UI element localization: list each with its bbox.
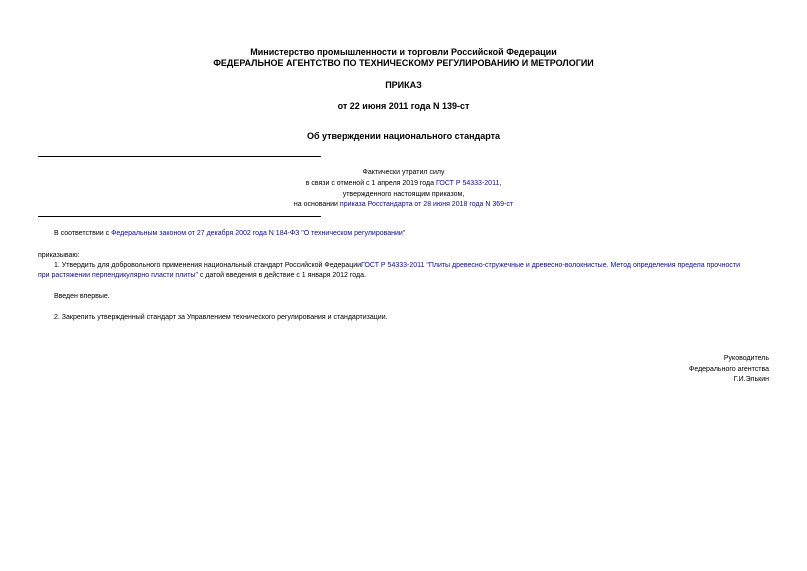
status-note-line2-suffix: ,	[499, 180, 502, 187]
legal-basis-prefix: В соответствии с	[54, 230, 112, 237]
gost-link[interactable]: ГОСТ Р 54333-2011	[435, 180, 500, 187]
agency-title: ФЕДЕРАЛЬНОЕ АГЕНТСТВО ПО ТЕХНИЧЕСКОМУ РЕГУЛИРОВАНИЮ И МЕТРОЛОГИИ	[213, 58, 594, 68]
gost-standard-link[interactable]: ГОСТ Р 54333-2011 "Плиты древесно-стружечные и древесно-волокнистые. Метод определения предела прочности	[361, 262, 741, 269]
order-word: приказываю:	[38, 252, 80, 259]
status-note-line3: утвержденного настоящим приказом,	[342, 191, 465, 198]
item1-suffix: с датой введения в действие с 1 января 2012 года.	[197, 272, 366, 279]
federal-law-link[interactable]: Федеральным законом от 27 декабря 2002 года N 184-ФЗ "О техническом регулировании"	[111, 230, 406, 237]
item1-prefix: 1. Утвердить для добровольного применения национальный стандарт Российской Федерации	[54, 262, 362, 269]
status-note-line4-prefix: на основании	[293, 201, 340, 208]
rosstandart-order-link[interactable]: приказа Росстандарта от 28 июня 2018 года N 369-ст	[339, 201, 514, 208]
status-note-line4	[0, 199, 807, 210]
status-note-line2	[0, 178, 807, 189]
ministry-title: Министерство промышленности и торговли Российской Федерации	[250, 47, 557, 57]
status-note-line1: Фактически утратил силу	[362, 169, 445, 176]
signature-position-line1: Руководитель	[723, 355, 769, 362]
status-note-line2-prefix: в связи с отменой с 1 апреля 2019 года	[305, 180, 436, 187]
item1-line2	[38, 270, 366, 281]
divider-bottom	[38, 216, 321, 217]
first-introduced-note: Введен впервые.	[54, 293, 110, 300]
document-subject: Об утверждении национального стандарта	[306, 131, 501, 141]
gost-standard-link-continued[interactable]: при растяжении перпендикулярно пласти плиты"	[38, 272, 198, 279]
signature-name: Г.И.Элькин	[733, 376, 769, 383]
document-date: от 22 июня 2011 года N 139-ст	[337, 101, 470, 111]
document-type: ПРИКАЗ	[385, 80, 422, 90]
item2-paragraph: 2. Закрепить утвержденный стандарт за Управлением технического регулирования и стандартизации.	[54, 314, 388, 321]
legal-basis-paragraph	[54, 228, 405, 239]
divider-top	[38, 156, 321, 157]
signature-position-line2: Федерального агентства	[689, 366, 769, 373]
